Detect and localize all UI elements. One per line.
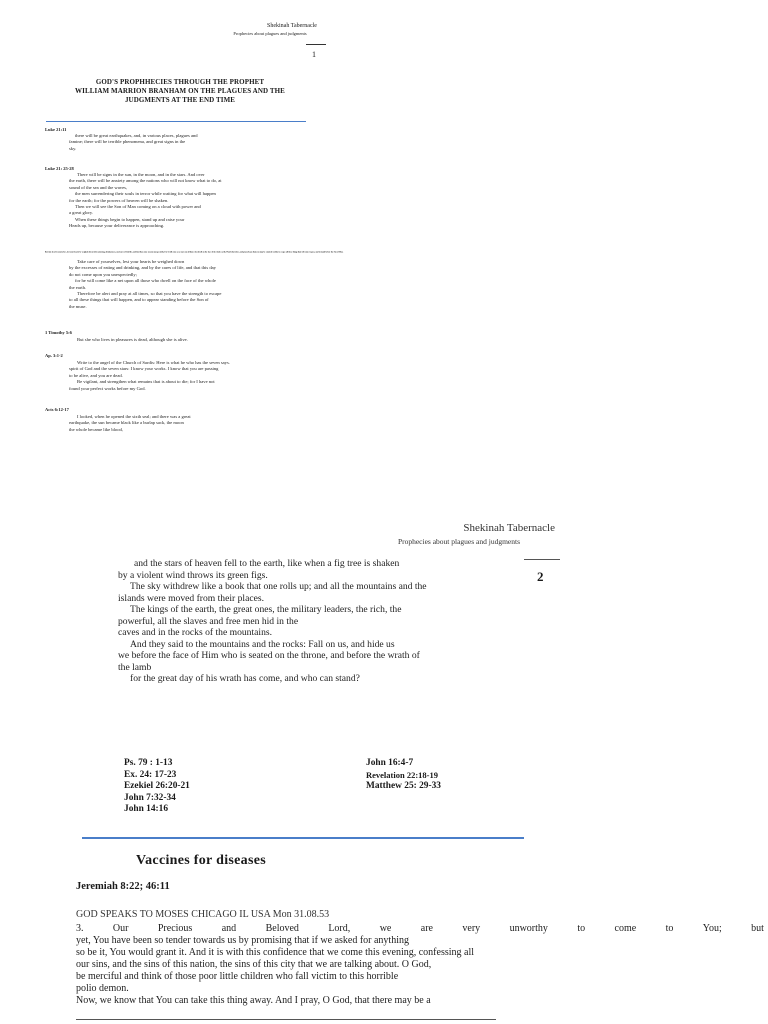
text-line: a great glory. [69,210,94,216]
text-line: the whole became like blood, [69,426,123,432]
text-line: Be vigilant, and strengthen what remains that is about to die; for I have not [77,379,215,385]
text-line: powerful, all the slaves and free men hid in the [118,615,299,627]
word: unworthy [509,923,548,934]
text-line: sound of the sea and the waves, [69,184,128,190]
text-line: earthquake, the sun became black like a burlap sack, the moon [69,420,184,426]
text-line: caves and in the rocks of the mountains. [118,627,272,638]
reference-item: Matthew 25: 29-33 [366,781,441,792]
word: we [379,923,392,934]
reference-item: John 14:16 [124,804,169,815]
text-line: the earth. [69,284,87,290]
section-divider [82,837,524,839]
text-line: be merciful and think of those poor little children who fall victim to this horrible [76,971,399,982]
text-line: Therefore be alert and pray at all times, so that you have the strength to escape [77,291,222,297]
long-verse-line: But take heed to yourselves, lest your hearts be weighed down with carousing, drunkenness, and cares of this life, and that Day come on you unexpectedly. For it will come as a snare on all those who dwell on the face of the whole earth. Watch therefore, and pray always that you may be counted worthy to escape all these things that will come to pass, and to stand before the Son of Man. [45,251,344,254]
text-line: islands were moved from their places. [118,592,264,604]
text-line: Take care of yourselves, lest your hearts be weighed down [77,259,185,264]
reference-item: Ex. 24: 17-23 [124,769,177,780]
scripture-ref: Acts 6:12-17 [45,407,69,412]
text-line: Write to the angel of the Church of Sardis: Here is what he who has the seven says. [77,360,230,365]
text-line: And they said to the mountains and the rocks: Fall on us, and hide us [130,638,395,650]
page2-header-subtitle: Prophecies about plagues and judgments [397,537,520,546]
reference-item: John 7:32-34 [124,792,176,803]
text-line: found your perfect works before my God. [69,385,146,391]
text-line: Heads up, because your deliverance is approaching. [69,223,165,229]
word: Beloved [265,923,299,934]
word: Lord, [328,923,351,934]
reference-item: Ezekiel 26:20-21 [124,781,190,792]
word: Precious [157,923,193,934]
text-line: to all these things that will happen, and to appear standing before the Son of [69,297,209,303]
text-line: There will be signs in the sun, in the moon, and in the stars. And over [77,172,205,177]
text-line: to be alive, and you are dead. [69,372,123,378]
page2-header-rule [524,559,560,560]
word: 3. [76,923,84,934]
scripture-ref: Luke 21:11 [45,127,67,132]
text-line: famine; there will be terrible phenomena, and great signs in the [69,139,186,145]
text-line: by a violent wind throws its green figs. [118,569,268,581]
page1-header-title: Shekinah Tabernacle [267,23,317,29]
text-line: for the great day of his wrath has come, and who can stand? [130,673,360,684]
word: are [420,923,433,934]
word: very [462,923,481,934]
section-ref: Jeremiah 8:22; 46:11 [76,881,170,892]
page2-header-title: Shekinah Tabernacle [463,522,555,534]
word: but [751,923,764,934]
text-line: by the excesses of eating and drinking, and by the cares of life, and that this day [69,265,216,271]
text-line: the muse. [69,303,87,309]
prayer-first-line [76,923,764,934]
scripture-ref: Luke 21: 25-28 [45,166,74,171]
scripture-text [69,414,191,433]
text-line: sky. [69,145,77,151]
scripture-ref: 1 Timothy 5:6 [45,330,72,335]
text-line: so be it, You would grant it. And it is with this confidence that we come this evening, confessing all [76,947,475,958]
scripture-text [69,133,198,152]
scripture-text [69,172,222,230]
reference-item: Revelation 22:18-19 [366,769,439,780]
text-line: there will be great earthquakes, and, in various places, plagues and [75,133,198,138]
text-line: do not come upon you unexpectedly; [69,271,137,277]
scripture-ref: Ap. 3:1-2 [45,353,63,358]
title-line: JUDGMENTS AT THE END TIME [124,96,236,104]
text-line: for he will come like a net upon all those who dwell on the face of the whole [75,278,216,284]
word: and [221,923,237,934]
text-line: our sins, and the sins of this nation, the sins of this city that we are talking about. O God, [76,959,432,970]
text-line: we before the face of Him who is seated on the throne, and before the wrath of [118,650,420,661]
text-line: When these things begin to happen, stand up and raise your [75,216,185,222]
page2-scripture-text [118,558,498,685]
text-line: the lamb [118,661,152,673]
word: You; [702,923,722,934]
text-line: and the stars of heaven fell to the earth, like when a fig tree is shaken [134,558,400,569]
text-line: The kings of the earth, the great ones, the military leaders, the rich, the [130,604,402,615]
text-line: polio demon. [76,983,129,994]
text-line: But she who lives in pleasures is dead, although she is alive. [77,337,188,342]
sermon-heading: GOD SPEAKS TO MOSES CHICAGO IL USA Mon 31.08.53 [76,909,330,920]
text-line: the earth, there will be anxiety among the nations who will not know what to do, at [69,178,222,184]
text-line: spirit of God and the seven stars: I know your works. I know that you are passing [69,366,219,372]
text-line: I looked, when he opened the sixth seal; and there was a great [77,414,191,419]
title-line: GOD'S PROPHHECIES THROUGH THE PROPHET [95,78,265,86]
prayer-paragraph [76,935,474,1007]
text-line: for the earth; for the powers of heaven will be shaken. [69,197,169,203]
text-line: the men surrendering their souls in terror while waiting for what will happen [75,191,216,197]
reference-item: Ps. 79 : 1-13 [124,758,173,768]
scripture-text [77,337,188,343]
title-underline [46,121,306,122]
section-title: Vaccines for diseases [136,853,266,868]
page1-number: 1 [312,50,316,59]
reference-list-left [124,758,190,816]
document-title [40,78,320,105]
word: Our [112,923,129,934]
scripture-text [69,360,230,392]
title-line: WILLIAM MARRION BRANHAM ON THE PLAGUES AND THE [75,87,285,95]
word: to [665,923,674,934]
reference-list-right [366,758,441,793]
page1-header-subtitle: Prophecies about plagues and judgments [233,31,307,36]
text-line: Now, we know that You can take this thing away. And I pray, O God, that there may be a [76,995,431,1006]
word: come [614,923,637,934]
page2-number: 2 [537,569,544,584]
page1-header-rule [306,44,326,45]
word: to [577,923,586,934]
reference-item: John 16:4-7 [366,758,414,768]
text-line: yet, You have been so tender towards us by promising that if we asked for anything [76,935,409,946]
text-line: Then we will see the Son of Man coming on a cloud with power and [75,204,201,210]
scripture-text [69,259,221,310]
text-line: The sky withdrew like a book that one rolls up; and all the mountains and the [130,581,427,592]
page-bottom-rule [76,1019,496,1020]
